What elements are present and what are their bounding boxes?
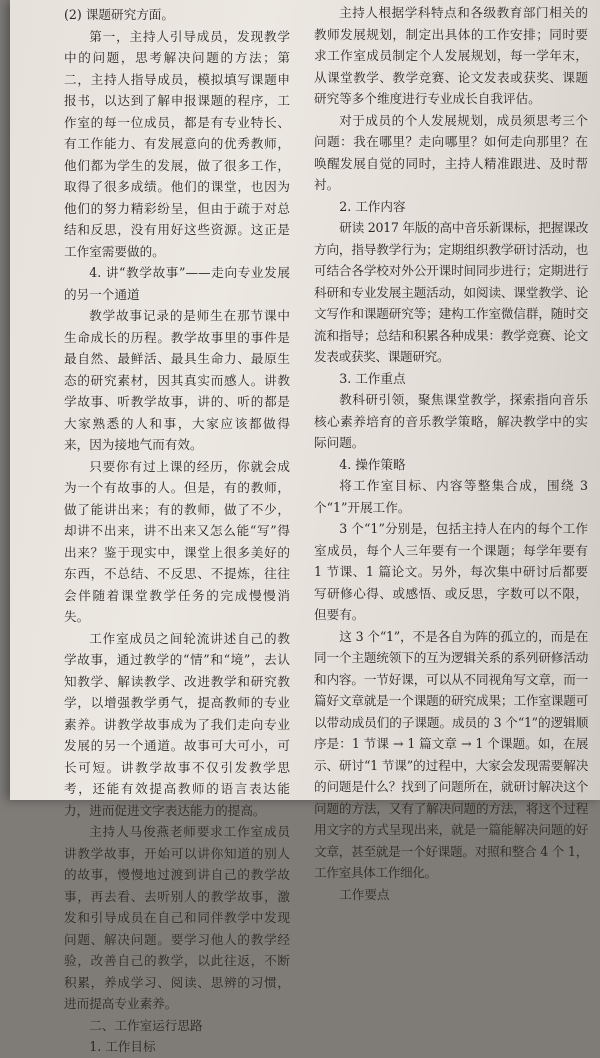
paragraph-strategy-1: 将工作室目标、内容等整集合成，围绕 3 个“1”开展工作。 <box>314 478 588 515</box>
paragraph-strategy-2: 3 个“1”分别是，包括主持人在内的每个工作室成员，每个人三年要有一个课题；每学年要有 1 节课、1 篇论文。另外，每次集中研讨后都要写研修心得、或感悟、或反思，字数可以不限，但要有。 <box>314 521 588 622</box>
paragraph-strategy-3: 这 3 个“1”，不是各自为阵的孤立的，而是在同一个主题统领下的互为逻辑关系的系列研修活动和内容。一节好课，可以从不同视角写文章，而一篇好文章就是一个课题的研究成果；工作室课题可以带动成员们的子课题。成员的 3 个“1”的逻辑顺序是：1 节课 → 1 篇文章 → 1 个课题。如，在展示、研讨“1 节课”的过程中，大家会发现需要解决的问题是什么？找到了问题所在，就研讨解决这个问题的方法，又有了解决问题的方法，将这个过程用文字的方式呈现出来，就是一篇能解决问题的好文章，甚至就是一个好课题。对照和整合 4 个 1，工作室具体工作细化。 <box>314 628 588 880</box>
paragraph-research: 第一，主持人引导成员，发现教学中的问题，思考解决问题的方法；第二，主持人指导成员，模拟填写课题申报书，以达到了解申报课题的程序，工作室的每一位成员，都是有专业特长、有工作能力、有发展意向的优秀教师，他们都为学生的发展，做了很多工作，取得了很多成绩。他们的课堂，也因为他们的努力精彩纷呈，但由于疏于对总结和反思，没有用好这些资源。这正是工作室需要做的。 <box>64 28 290 259</box>
heading-section-two: 二、工作室运行思路 <box>89 1017 203 1033</box>
heading-work-points: 工作要点 <box>339 886 390 902</box>
heading-teaching-story: 4. 讲“教学故事”——走向专业发展的另一个通道 <box>64 265 290 302</box>
heading-research: (2) 课题研究方面。 <box>64 7 174 22</box>
paragraph-story-2: 只要你有过上课的经历，你就会成为一个有故事的人。但是，有的教师，做了能讲出来；有的教师，做了不少，却讲不出来，讲不出来又怎么能“写”得出来？鉴于现实中，课堂上很多美好的东西，不总结、不反思、不提炼，往往会伴随着课堂教学任务的完成慢慢消失。 <box>64 458 290 624</box>
paragraph-goals-2: 对于成员的个人发展规划，成员须思考三个问题：我在哪里？走向哪里？如何走向那里？在唤醒发展自觉的同时，主持人精准跟进、及时帮衬。 <box>314 112 588 192</box>
right-column <box>314 2 588 905</box>
paragraph-story-4: 主持人马俊燕老师要求工作室成员讲教学故事，开始可以讲你知道的别人的故事，慢慢地过渡到讲自己的教学故事，再去看、去听别人的教学故事，激发和引导成员在自己和同伴教学中发现问题、解决问题。要学习他人的教学经验，改善自己的教学，以此往返，不断积累，养成学习、阅读、思辨的习惯，进而提高专业素养。 <box>64 824 290 1011</box>
document-page <box>10 0 600 1054</box>
paragraph-story-3: 工作室成员之间轮流讲述自己的教学故事，通过教学的“情”和“境”，去认知教学、解读教学、改进教学和研究教学，以增强教学勇气，提高教师的专业素养。讲教学故事成为了我们走向专业发展的另一个通道。故事可大可小，可长可短。讲教学故事不仅引发教学思考，还能有效提高教师的语言表达能力，进而促进文字表达能力的提高。 <box>64 630 290 818</box>
paragraph-goals-1: 主持人根据学科特点和各级教育部门相关的教师发展规划，制定出具体的工作安排；同时要求工作室成员制定个人发展规划，每一学年末，从课堂教学、教学竞赛、论文发表或获奖、课题研究等多个维度进行专业成长自我评估。 <box>314 5 588 106</box>
paragraph-story-1: 教学故事记录的是师生在那节课中生命成长的历程。教学故事里的事件是最自然、最鲜活、最具生命力、最原生态的研究素材，因其真实而感人。讲教学故事、听教学故事，讲的、听的都是大家熟悉的人和事，大家应该都做得来，因为接地气而有效。 <box>64 308 290 452</box>
paragraph-content: 研读 2017 年版的高中音乐新课标，把握课改方向，指导教学行为；定期组织教学研讨活动，也可结合各学校对外公开课时间同步进行；定期进行科研和专业发展主题活动，如阅读、课堂教学、论文写作和课题研究等；建构工作室微信群，随时交流和指导；总结和积累各种成果：教学竞赛、论文发表或获奖、课题研究。 <box>314 220 588 364</box>
paragraph-focus: 教科研引领，聚焦课堂教学，探索指向音乐核心素养培育的音乐教学策略，解决教学中的实际问题。 <box>314 392 588 450</box>
heading-work-goals: 1. 工作目标 <box>89 1039 156 1054</box>
heading-work-focus: 3. 工作重点 <box>339 370 406 386</box>
heading-operation-strategy: 4. 操作策略 <box>339 456 406 472</box>
heading-work-content: 2. 工作内容 <box>339 198 406 214</box>
left-column <box>64 4 290 1058</box>
